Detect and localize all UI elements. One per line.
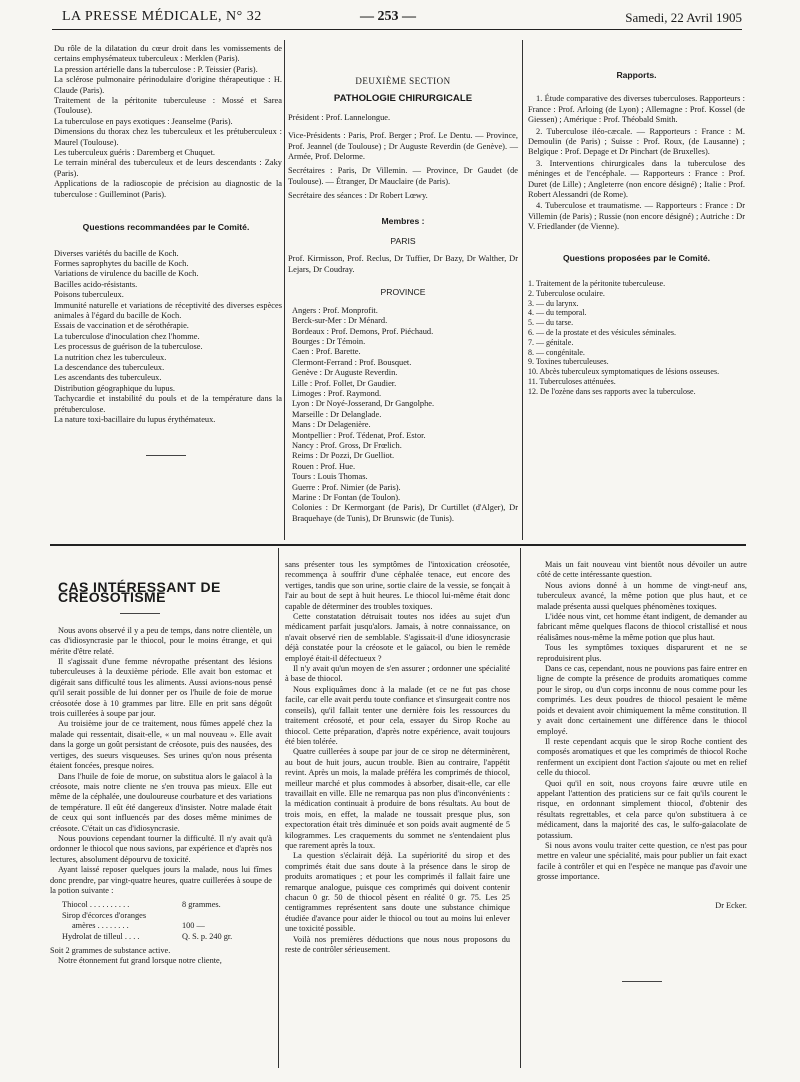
paragraph: Soit 2 grammes de substance active. — [50, 946, 171, 955]
list-item: Tachycardie et instabilité du pouls et de la température dans la prétuberculose. — [54, 394, 282, 414]
list-item: Diverses variétés du bacille de Koch. — [54, 248, 179, 258]
paris-members: Prof. Kirmisson, Prof. Reclus, Dr Tuffier, Dr Bazy, Dr Walther, Dr Lejars, Dr Coudray. — [288, 254, 518, 274]
section-label: DEUXIÈME SECTION — [355, 76, 451, 86]
page-number: — 253 — — [360, 9, 416, 24]
paragraph: Voilà nos premières déductions que nous nous proposons du reste de contrôler sérieusement. — [285, 934, 510, 955]
list-item: La sclérose pulmonaire périnodulaire d'origine thérapeutique : H. Claude (Paris). — [54, 75, 282, 95]
column-rule — [278, 548, 279, 1068]
communications-column — [50, 44, 282, 468]
list-item: Genève : Dr Auguste Reverdin. — [292, 368, 398, 378]
list-item: 11. Tuberculoses atténuées. — [528, 377, 616, 387]
province-title: PROVINCE — [380, 287, 426, 298]
paragraph: Il s'agissait d'une femme névropathe présentant des lésions tuberculeuses à la deuxième période. Elle avait bon estomac et digérait sans difficulté tous les aliments. Aussi avions-nous pensé qu'il serait possible de lui donner per os l'huile de foie de morue créosotée dose à 10 grammes par litre. Elle en prit sans dégoût trois cuillerées à soupe par jour. — [50, 657, 272, 719]
session-secretary: Secrétaire des séances : Dr Robert Lœwy. — [288, 191, 428, 201]
column-rule — [522, 40, 523, 540]
list-item: Les processus de guérison de la tuberculose. — [54, 342, 203, 352]
list-item: Montpellier : Prof. Tédenat, Prof. Estor. — [292, 430, 426, 440]
list-item: Variations de virulence du bacille de Koch. — [54, 269, 199, 279]
list-item: La nature toxi-bacillaire du lupus érythémateux. — [54, 415, 216, 424]
paragraph: Nous pouvions cependant tourner la difficulté. Il n'y avait qu'à ordonner le thiocol que nous savions, par expérience et d'après nos lectures, absolument dépourvu de toxicité. — [50, 833, 272, 864]
list-item: 12. De l'ozène dans ses rapports avec la tuberculose. — [528, 386, 696, 396]
list-item: Nancy : Prof. Gross, Dr Frœlich. — [292, 440, 402, 450]
list-item: Applications de la radioscopie de précision au diagnostic de la tuberculose : Guilleminot (Paris). — [54, 179, 282, 199]
list-item: Bordeaux : Prof. Demons, Prof. Piéchaud. — [292, 326, 434, 336]
issue-date: Samedi, 22 Avril 1905 — [625, 10, 742, 25]
president: Président : Prof. Lannelongue. — [288, 112, 391, 122]
column-rule — [520, 548, 521, 1068]
vice-presidents: Vice-Présidents : Paris, Prof. Berger ; Prof. Le Dentu. — Province, Prof. Jeannel (de Toulouse) ; Dr Auguste Reverdin (de Genève). — Armée, Prof. Delorme. — [288, 131, 518, 162]
report-item: 4. Tuberculose et traumatisme. — Rapporteurs : France : Dr Villemin (de Paris) ; Russie (non encore désigné) ; Autriche : Dr V. Friedlander (de Vienne). — [528, 201, 745, 232]
proposed-questions-list — [528, 279, 745, 397]
members-title: Membres : — [381, 215, 425, 226]
paragraph: La question s'éclairait déjà. La supériorité du sirop et des comprimés était due sans doute à la présence dans le sirop de produits aromatiques ; et pour les comprimés il fallait faire une remarque analogue, puisque ces comprimés qui doivent contenir chacun 0 gr. 50 de thiocol pèsent en réalité 0 gr. 75. Les 25 centigrammes représentent sans doute une substance chimique étudiée d'avance pour aider le thiocol ou tout au moins lui enlever une toxicité possible. — [285, 851, 510, 934]
paragraph: Quoi qu'il en soit, nous croyons faire œuvre utile en appelant l'attention des praticiens sur ce fait qu'ils courent le risque, en ordonnant simplement thiocol, d'obtenir des résultats regrettables, et cela parce qu'on substituera à ce médicament, dans la majorité des cas, le sulfo-gaïacolate de potassium. — [537, 778, 747, 840]
divider — [146, 455, 186, 456]
secretaries: Secrétaires : Paris, Dr Villemin. — Province, Dr Gaudet (de Toulouse). — Étranger, Dr Mauclaire (de Paris). — [288, 166, 518, 186]
section-title: PATHOLOGIE CHIRURGICALE — [333, 93, 473, 105]
list-item: La tuberculose d'inoculation chez l'homme. — [54, 331, 200, 341]
list-item: Les tuberculeux guéris : Daremberg et Chuquet. — [54, 148, 216, 158]
article-title: CAS INTÉRESSANT DE CRÉOSOTISME — [58, 579, 221, 606]
reports-title: Rapports. — [616, 70, 657, 80]
article-column-1 — [50, 560, 272, 967]
list-item: Berck-sur-Mer : Dr Ménard. — [292, 316, 388, 326]
list-item: Essais de vaccination et de sérothérapie. — [54, 321, 189, 331]
list-item: 9. Toxines tuberculeuses. — [528, 357, 609, 367]
list-item: Limoges : Prof. Raymond. — [292, 388, 382, 398]
list-item: 6. — de la prostate et des vésicules séminales. — [528, 328, 676, 338]
list-item: 8. — congénitale. — [528, 347, 585, 357]
list-item: 4. — du temporal. — [528, 308, 587, 318]
paragraph: L'idée nous vint, cet homme étant indigent, de demander au fabricant même quelques flacons de thiocol cristallisé et nous réalisâmes nous-même la même potion que plus haut. — [537, 612, 747, 642]
paragraph: Si nous avons voulu traiter cette question, ce n'est pas pour mettre en valeur une spécialité, mais pour publier un fait exact facile à contrôler et qui en l'espèce ne manque pas d'avoir une grosse importance. — [537, 840, 747, 882]
paragraph: Quatre cuillerées à soupe par jour de ce sirop ne déterminèrent, au bout de huit jours, aucun trouble. Bien au contraire, l'appétit revint. Après un mois, la malade préféra les comprimés de thiocol, meilleur marché et plus commodes à absorber, disait-elle, car elle travaillait en ville. Elle ne remarqua pas non plus d'inconvénients : la médication continuait à produire de bons résultats. Au bout de trois mois, en effet, la malade ne toussait presque plus, son expectoration était très diminuée et son poids avait augmenté de 5 kilogrammes. Les craquements du sommet ne s'entendaient plus que rarement après la toux. — [285, 747, 510, 850]
list-item: Traitement de la péritonite tuberculeuse : Mossé et Sarea (Toulouse). — [54, 96, 282, 116]
paris-title: PARIS — [390, 236, 416, 247]
province-list — [288, 306, 518, 525]
list-item: Lille : Prof. Follet, Dr Gaudier. — [292, 378, 397, 388]
column-rule — [284, 40, 285, 540]
list-item: Distribution géographique du lupus. — [54, 383, 175, 393]
questions-title: Questions recommandées par le Comité. — [82, 222, 250, 233]
list-item: Lyon : Dr Noyé-Josserand, Dr Gangolphe. — [292, 399, 435, 409]
list-item: Bourges : Dr Témoin. — [292, 336, 366, 346]
divider — [120, 613, 160, 614]
list-item: Angers : Prof. Monprofit. — [292, 305, 378, 315]
paragraph: Il reste cependant acquis que le sirop Roche contient des composés aromatiques et que les comprimés de thiocol Roche renferment un excipient dont l'action s'ajoute ou met en relief celle du thiocol. — [537, 736, 747, 778]
list-item: Poisons tuberculeux. — [54, 290, 124, 300]
report-item: 2. Tuberculose iléo-cæcale. — Rapporteurs : France : M. Demoulin (de Paris) ; Suisse : Prof. Roux, (de Lausanne) ; Belgique : Prof. Depage et Dr Pinchart (de Bruxelles). — [528, 126, 745, 157]
section-separator — [50, 544, 746, 546]
formula-row: Hydrolat de tilleul . . . . Q. S. p. 240 gr. — [62, 931, 233, 941]
list-item: 10. Abcès tuberculeux symptomatiques de lésions osseuses. — [528, 367, 720, 377]
list-item: 5. — du tarse. — [528, 318, 574, 328]
paragraph: Il n'y avait qu'un moyen de s'en assurer ; ordonner une spécialité à base de thiocol. — [285, 664, 510, 684]
paragraph: Tous les symptômes toxiques disparurent et ne se reproduisirent plus. — [537, 643, 747, 663]
communications-list — [50, 44, 282, 200]
paragraph: Nous avions donné à un homme de vingt-neuf ans, tuberculeux avancé, la même potion que plus haut, et ce malade présenta aussi quelques phénomènes toxiques. — [537, 580, 747, 611]
list-item: Colonies : Dr Kermorgant (de Paris), Dr Curtillet (d'Alger), Dr Braquehaye (de Tunis), Dr Brunswic (de Tunis). — [292, 503, 518, 523]
article-column-3 — [537, 560, 747, 994]
list-item: 3. — du larynx. — [528, 298, 579, 308]
questions-list — [50, 249, 282, 426]
list-item: Le terrain minéral des tuberculeux et de leurs descendants : Zaky (Paris). — [54, 158, 282, 178]
list-item: Guerre : Prof. Nimier (de Paris). — [292, 482, 401, 492]
list-item: Dimensions du thorax chez les tuberculeux et les prétuberculeux : Maurel (Toulouse). — [54, 127, 282, 147]
list-item: Marseille : Dr Delanglade. — [292, 409, 382, 419]
section-column — [288, 44, 518, 524]
list-item: Les ascendants des tuberculeux. — [54, 373, 162, 383]
journal-name: LA PRESSE MÉDICALE, N° 32 — [62, 9, 262, 24]
paragraph: Ayant laissé reposer quelques jours la malade, nous lui fîmes donc prendre, par vingt-quatre heures, quatre cuillerées à soupe de la potion suivante : — [50, 865, 272, 895]
list-item: Du rôle de la dilatation du cœur droit dans les vomissements de certains emphysémateux tuberculeux : Merklen (Paris). — [54, 44, 282, 64]
paragraph: Cette constatation détruisait toutes nos idées au sujet d'un médicament parfait jusqu'alors. Jamais, à notre connaissance, on n'avait observé rien de semblable. S'agissait-il d'une idiosyncrasie déjà constatée pour la créosote et le gaïacol, ou bien le remède employé était-il défectueux ? — [285, 612, 510, 663]
list-item: Clermont-Ferrand : Prof. Bousquet. — [292, 357, 412, 367]
list-item: Marine : Dr Fontan (de Toulon). — [292, 493, 401, 502]
list-item: La descendance des tuberculeux. — [54, 362, 165, 372]
paragraph: sans présenter tous les symptômes de l'intoxication créosotée, recommença à souffrir d'une céphalée tenace, eut encore des vertiges, tandis que son urine, sortie claire de la vessie, se fonçait à l'air au bout de sept à huit heures. Le thiocol lui-même était donc capable de déterminer des troubles toxiques. — [285, 560, 510, 611]
formula-row: amères . . . . . . . . 100 — — [72, 921, 205, 931]
list-item: Bacilles acido-résistants. — [54, 279, 138, 289]
list-item: 1. Traitement de la péritonite tuberculeuse. — [528, 279, 666, 289]
list-item: La pression artérielle dans la tuberculose : P. Teissier (Paris). — [54, 64, 258, 74]
reports-column — [528, 44, 745, 397]
author-signature: Dr Ecker. — [715, 900, 747, 910]
report-item: 3. Interventions chirurgicales dans la tuberculose des méninges et de l'encéphale. — Rapporteurs : France : Prof. Duret (de Lille) ; Angleterre (non encore désigné) ; Italie : Prof. Robert Alessandri (de Rome). — [528, 158, 745, 200]
report-item: 1. Étude comparative des diverses tuberculoses. Rapporteurs : France : Prof. Arloing (de Lyon) ; Allemagne : Prof. Kossel (de Giessen) ; Amérique : Prof. Théobald Smith. — [528, 94, 745, 125]
paragraph: Nous avons observé il y a peu de temps, dans notre clientèle, un cas d'idiosyncrasie par le thiocol, pour le moins étrange, et qui mérite d'être relaté. — [50, 625, 272, 656]
list-item: Reims : Dr Pozzi, Dr Guelliot. — [292, 451, 395, 461]
list-item: 2. Tuberculose oculaire. — [528, 288, 605, 298]
formula-row: Sirop d'écorces d'oranges — [62, 910, 147, 920]
paragraph: Au troisième jour de ce traitement, nous fûmes appelé chez la malade qui ressentait, disait-elle, « un mal nouveau ». Elle avait dans la gorge un goût persistant de créosote, puis des nausées, des vertiges, des sueurs visqueuses. Ses urines qu'on nous présenta étaient foncées, presque noires. — [50, 719, 272, 771]
paragraph: Mais un fait nouveau vint bientôt nous dévoiler un autre côté de cette intéressante question. — [537, 560, 747, 580]
list-item: Immunité naturelle et variations de réceptivité des diverses espèces animales à l'égard du bacille de Koch. — [54, 300, 282, 320]
list-item: La tuberculose en pays exotiques : Jeanselme (Paris). — [54, 116, 233, 126]
list-item: Mans : Dr Delagenière. — [292, 420, 371, 430]
paragraph: Dans l'huile de foie de morue, on substitua alors le gaïacol à la créosote, mais notre cliente ne s'en trouva pas mieux. Elle eut même de la céphalée, une douloureuse courbature et des variations de température. Il eût été dangereux d'insister. Notre malade était de ceux qui sont influencés par des doses même minimes de créosote. C'était un cas d'idiosyncrasie. — [50, 771, 272, 833]
list-item: Tours : Louis Thomas. — [292, 472, 368, 482]
paragraph: Notre étonnement fut grand lorsque notre cliente, — [58, 956, 222, 966]
page-header — [52, 8, 742, 30]
article-column-2 — [285, 560, 510, 955]
formula-row: Thiocol . . . . . . . . . . 8 grammes. — [62, 900, 221, 910]
prescription-formula — [50, 900, 272, 942]
divider — [622, 981, 662, 982]
list-item: Caen : Prof. Barette. — [292, 347, 361, 357]
paragraph: Dans ce cas, cependant, nous ne pouvions pas faire entrer en ligne de compte la présence de produits aromatiques comme pour le sirop, ou d'un corps inconnu de nous comme pour les comprimés. Les deux poudres de thiocol pesaient le même poids et devaient avoir chimiquement la même constitution. Il y avait donc certainement une différence dans le thiocol employé. — [537, 664, 747, 736]
list-item: Formes saprophytes du bacille de Koch. — [54, 258, 189, 268]
list-item: Rouen : Prof. Hue. — [292, 461, 356, 471]
list-item: La nutrition chez les tuberculeux. — [54, 352, 167, 362]
proposed-questions-title: Questions proposées par le Comité. — [562, 252, 711, 263]
list-item: 7. — génitale. — [528, 337, 574, 347]
paragraph: Nous expliquâmes donc à la malade (et ce ne fut pas chose facile, car elle avait perdu toute confiance et s'insurgeait contre nos conseils), qu'il fallait tenter une dernière fois les ressources du traitement créosoté, et pour cela, essayer du Sirop Roche au thiocol. Cette préparation, d'après notre expérience, avait toujours été bien tolérée. — [285, 684, 510, 746]
